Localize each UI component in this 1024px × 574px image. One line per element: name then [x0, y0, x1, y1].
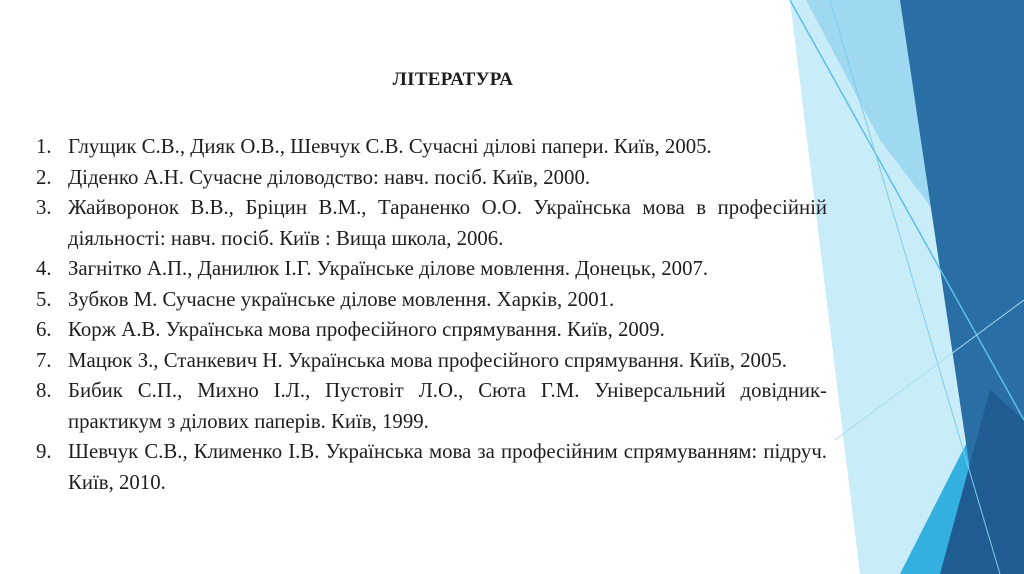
list-item-number: 3.: [36, 196, 52, 219]
list-item-text: Діденко А.Н. Сучасне діловодство: навч. посіб. Київ, 2000.: [68, 165, 591, 189]
list-item-number: 5.: [36, 287, 52, 311]
list-item-number: 1.: [36, 135, 52, 158]
list-item-number: 4.: [36, 257, 52, 280]
list-item: [36, 285, 827, 316]
list-item-text: Корж А.В. Українська мова професійного спрямування. Київ, 2009.: [68, 318, 665, 341]
reference-list: [36, 132, 827, 498]
list-item: [36, 437, 827, 498]
list-item: [36, 254, 827, 285]
list-item: [36, 163, 827, 194]
list-item-number: 8.: [36, 379, 52, 402]
page-title: ЛІТЕРАТУРА: [392, 69, 514, 90]
list-item-text: Бибик С.П., Михно І.Л., Пустовіт Л.О., Сюта Г.М. Універсальний довідник-практикум з ділових паперів. Київ, 1999.: [68, 379, 827, 433]
list-item-text: Глущик С.В., Дияк О.В., Шевчук С.В. Сучасні ділові папери. Київ, 2005.: [68, 135, 712, 158]
list-item-number: 6.: [36, 318, 52, 341]
list-item-text: Загнітко А.П., Данилюк І.Г. Українське ділове мовлення. Донецьк, 2007.: [68, 257, 709, 280]
list-item-number: 7.: [36, 348, 52, 372]
list-item-text: Жайворонок В.В., Бріцин В.М., Тараненко О.О. Українська мова в професійній діяльності: навч. посіб. Київ : Вища школа, 2006.: [68, 196, 827, 250]
list-item-text: Зубков М. Сучасне українське ділове мовлення. Харків, 2001.: [68, 287, 615, 311]
list-item-number: 2.: [36, 165, 52, 189]
list-item-number: 9.: [36, 440, 52, 463]
list-item: [36, 193, 827, 254]
list-item: [36, 346, 827, 377]
list-item-text: Мацюк З., Станкевич Н. Українська мова професійного спрямування. Київ, 2005.: [68, 348, 787, 372]
list-item-text: Шевчук С.В., Клименко І.В. Українська мова за професійним спрямуванням: підруч. Київ, 2010.: [68, 440, 827, 494]
list-item: [36, 132, 827, 163]
list-item: [36, 376, 827, 437]
list-item: [36, 315, 827, 346]
